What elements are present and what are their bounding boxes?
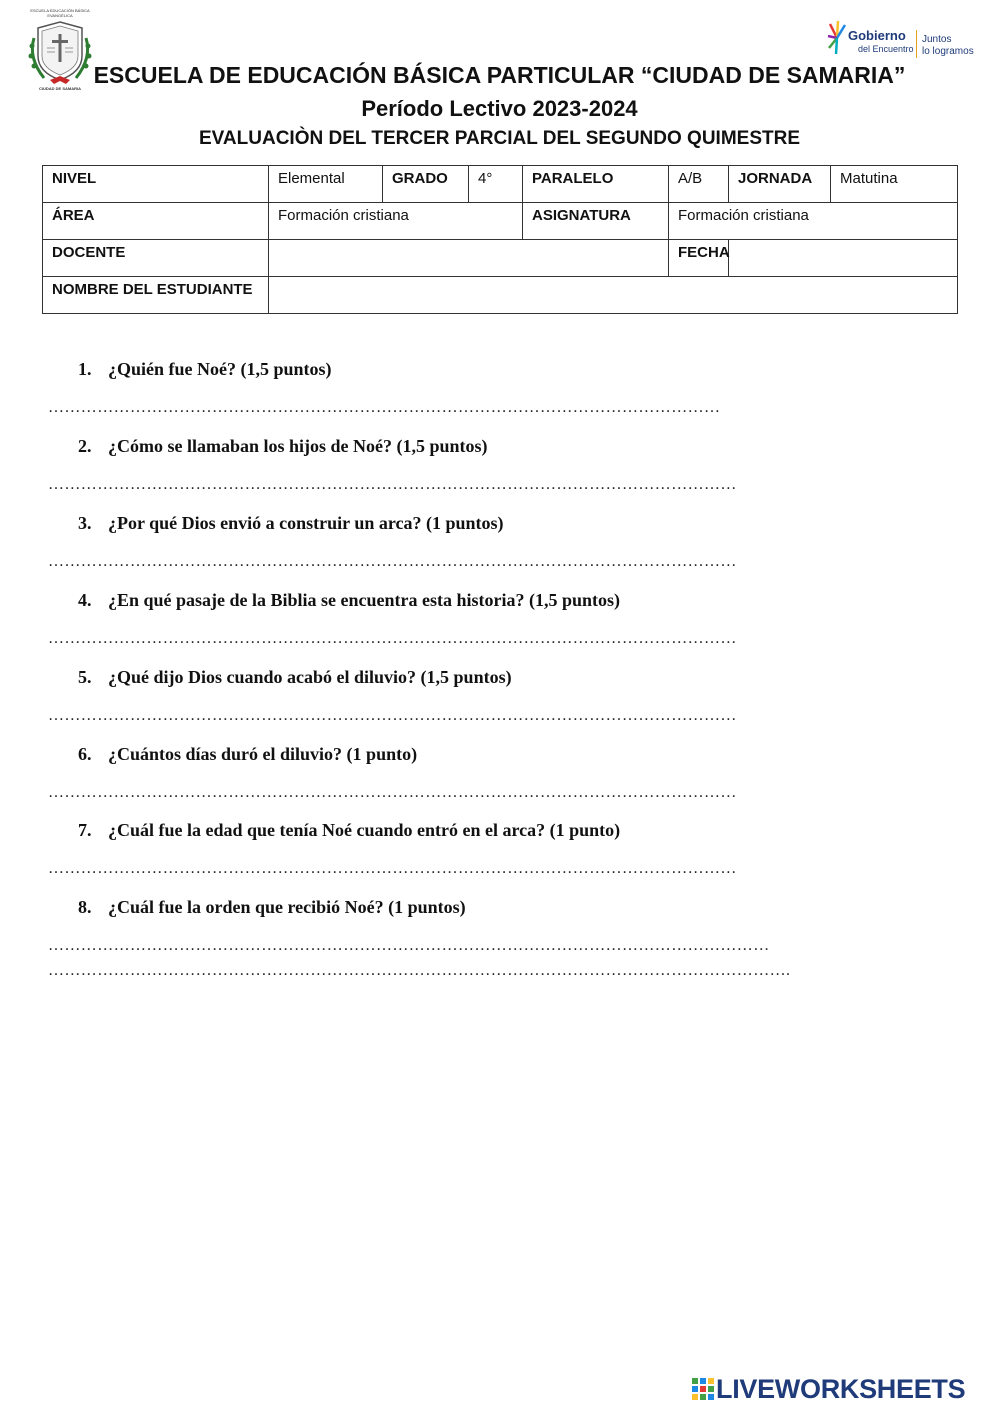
question-3 — [78, 513, 504, 534]
question-text: ¿Quién fue Noé? (1,5 puntos) — [108, 359, 332, 379]
period-title: Período Lectivo 2023-2024 — [361, 96, 638, 121]
answer-line-8b[interactable]: ………………………………………………………………………………………………………………………. — [48, 962, 791, 979]
asignatura-value: Formación cristiana — [669, 203, 958, 240]
liveworksheets-icon — [692, 1378, 714, 1400]
question-text: ¿Cuál fue la edad que tenía Noé cuando entró en el arca? (1 punto) — [108, 820, 621, 840]
info-row-nivel — [43, 166, 958, 203]
question-1 — [78, 359, 332, 380]
question-2 — [78, 436, 488, 457]
info-row-area — [43, 203, 958, 240]
government-slogan-line-1: Juntos — [922, 34, 952, 45]
government-subtitle: del Encuentro — [858, 44, 914, 54]
paralelo-value: A/B — [669, 166, 729, 203]
asignatura-label: ASIGNATURA — [523, 203, 669, 240]
question-text: ¿Cómo se llamaban los hijos de Noé? (1,5 puntos) — [108, 436, 488, 456]
jornada-value: Matutina — [831, 166, 958, 203]
answer-line-1[interactable]: …………………………………………………………………………………………………………… — [48, 399, 721, 416]
student-info-table — [42, 165, 958, 314]
question-text: ¿Qué dijo Dios cuando acabó el diluvio? (1,5 puntos) — [108, 667, 512, 687]
question-6 — [78, 744, 417, 765]
question-number: 4. — [78, 590, 92, 610]
liveworksheets-logo — [692, 1374, 992, 1404]
answer-line-7[interactable]: ……………………………………………………………………………………………………………… — [48, 860, 737, 877]
question-number: 2. — [78, 436, 92, 456]
grado-value: 4° — [469, 166, 523, 203]
grado-label: GRADO — [383, 166, 469, 203]
answer-line-8a[interactable]: …………………………………………………………………………………………………………………… — [48, 937, 770, 954]
school-name-title: ESCUELA DE EDUCACIÓN BÁSICA PARTICULAR “CIUDAD DE SAMARIA” — [93, 62, 906, 88]
question-text: ¿Cuál fue la orden que recibió Noé? (1 puntos) — [108, 897, 466, 917]
question-number: 6. — [78, 744, 92, 764]
question-7 — [78, 820, 620, 841]
area-value: Formación cristiana — [269, 203, 523, 240]
answer-line-5[interactable]: ……………………………………………………………………………………………………………… — [48, 707, 737, 724]
nivel-label: NIVEL — [43, 166, 269, 203]
paralelo-label: PARALELO — [523, 166, 669, 203]
docente-label: DOCENTE — [43, 240, 269, 277]
question-number: 8. — [78, 897, 92, 917]
answer-line-2[interactable]: ……………………………………………………………………………………………………………… — [48, 476, 737, 493]
school-logo-bottom-text: CIUDAD DE SAMARIA — [39, 86, 81, 91]
answer-line-4[interactable]: ……………………………………………………………………………………………………………… — [48, 630, 737, 647]
info-row-estudiante — [43, 277, 958, 314]
question-text: ¿Por qué Dios envió a construir un arca? (1 puntos) — [108, 513, 504, 533]
fecha-label: FECHA — [669, 240, 729, 277]
docente-field[interactable] — [269, 240, 669, 277]
question-number: 7. — [78, 820, 92, 840]
question-number: 5. — [78, 667, 92, 687]
government-name: Gobierno — [848, 28, 906, 43]
answer-line-6[interactable]: ……………………………………………………………………………………………………………… — [48, 784, 737, 801]
liveworksheets-brand: LIVEWORKSHEETS — [716, 1374, 966, 1404]
question-text: ¿En qué pasaje de la Biblia se encuentra esta historia? (1,5 puntos) — [108, 590, 621, 610]
government-slogan-line-2: lo logramos — [922, 46, 974, 57]
question-8 — [78, 897, 466, 918]
estudiante-label: NOMBRE DEL ESTUDIANTE — [43, 277, 269, 314]
info-row-docente — [43, 240, 958, 277]
estudiante-field[interactable] — [269, 277, 958, 314]
question-text: ¿Cuántos días duró el diluvio? (1 punto) — [108, 744, 418, 764]
fecha-field[interactable] — [729, 240, 958, 277]
area-label: ÁREA — [43, 203, 269, 240]
question-5 — [78, 667, 512, 688]
nivel-value: Elemental — [269, 166, 383, 203]
evaluation-title: EVALUACIÒN DEL TERCER PARCIAL DEL SEGUNDO QUIMESTRE — [198, 128, 800, 149]
government-logo — [826, 16, 986, 60]
government-emblem-icon — [826, 16, 848, 60]
answer-line-3[interactable]: ……………………………………………………………………………………………………………… — [48, 553, 737, 570]
question-number: 3. — [78, 513, 92, 533]
question-4 — [78, 590, 620, 611]
government-divider — [916, 30, 917, 58]
jornada-label: JORNADA — [729, 166, 831, 203]
school-logo-top-text: ESCUELA EDUCACIÓN BÁSICA EVANGÉLICA — [30, 8, 90, 18]
question-number: 1. — [78, 359, 92, 379]
